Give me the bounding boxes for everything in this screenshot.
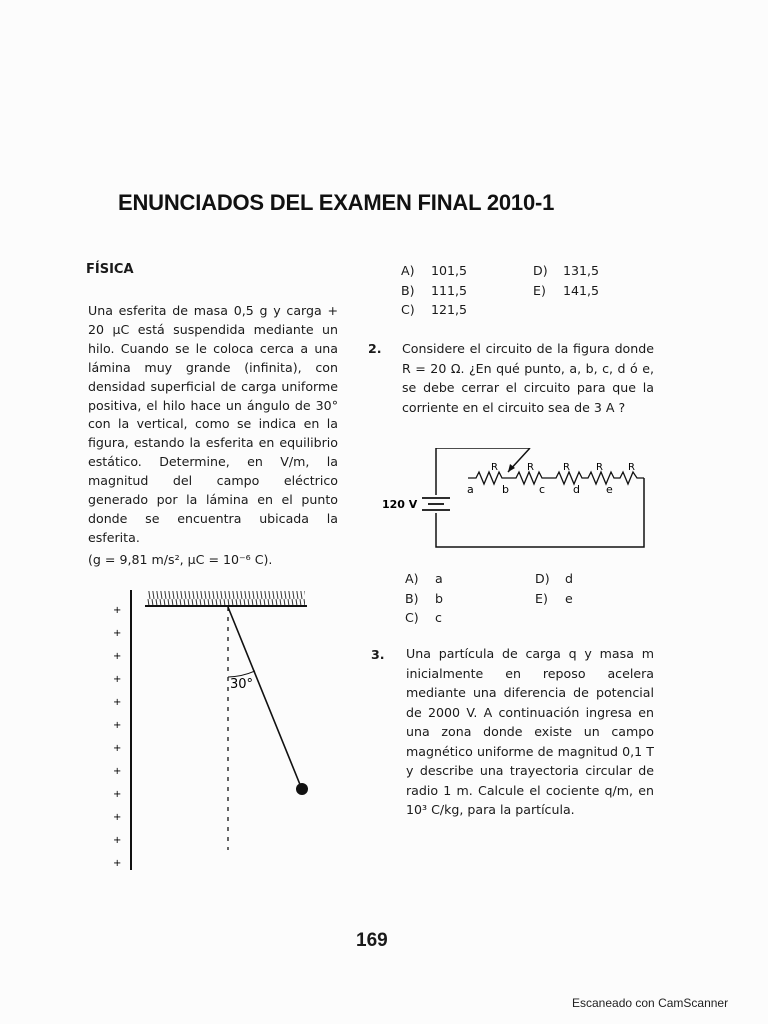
question-1-options-left (401, 261, 481, 320)
option-item: A) 101,5 (401, 263, 468, 278)
plus-sign: + (113, 835, 122, 846)
resistor-label: R (628, 462, 635, 473)
node-label: a (467, 483, 474, 496)
question-3-number: 3. (371, 647, 385, 662)
question-3-text: Una partícula de carga q y masa m inicialmente en reposo acelera mediante una diferencia de potencial de 2000 V. A continuación ingresa en una zona donde existe un campo magnético uniforme de magnitud 0,1 T y describe una trayectoria circular de radio 1 m. Calcule el cociente q/m, en 10³ C/kg, para la partícula. (406, 646, 654, 817)
node-label: c (539, 483, 546, 496)
battery-label: 120 V (382, 498, 418, 511)
angle-label: 30° (230, 677, 254, 692)
option-item: B) 111,5 (401, 282, 468, 298)
plate-signs (113, 605, 121, 869)
plus-sign: + (113, 743, 122, 754)
plus-sign: + (113, 628, 122, 639)
question-1-constants: (g = 9,81 m/s², μC = 10⁻⁶ C). (88, 552, 273, 567)
circuit-diagram (380, 448, 650, 553)
plus-sign: + (113, 812, 122, 823)
option-item: E) 141,5 (533, 282, 600, 298)
question-2-options-left (405, 569, 485, 628)
resistor-label: R (596, 462, 603, 473)
node-label: e (606, 483, 613, 496)
option-item: D) 131,5 (533, 263, 600, 278)
question-2-number: 2. (368, 341, 382, 356)
option-item: C) 121,5 (401, 302, 468, 317)
pendulum-figure (95, 585, 325, 885)
question-1-options-right (533, 261, 613, 300)
option-item: E) e (535, 590, 573, 606)
node-label: b (502, 483, 509, 496)
node-label: d (573, 483, 580, 496)
section-heading: FÍSICA (86, 262, 134, 277)
plus-sign: + (113, 674, 122, 685)
plus-sign: + (113, 766, 122, 777)
option-item: D) d (535, 571, 573, 586)
question-2-text: Considere el circuito de la figura donde R = 20 Ω. ¿En qué punto, a, b, c, d ó e, se debe cerrar el circuito para que la corriente en el circuito sea de 3 A ? (402, 341, 654, 415)
page-title: ENUNCIADOS DEL EXAMEN FINAL 2010-1 (118, 190, 555, 215)
resistor-label: R (491, 462, 498, 473)
plus-sign: + (113, 605, 122, 616)
plus-sign: + (113, 858, 122, 869)
option-item: B) b (405, 590, 443, 606)
option-item: A) a (405, 571, 443, 586)
question-1-text: Una esferita de masa 0,5 g y carga + 20 μC está suspendida mediante un hilo. Cuando se le coloca cerca a una lámina muy grande (infinita), con densidad superficial de carga uniforme positiva, el hilo hace un ángulo de 30° con la vertical, como se indica en la figura, estando la esferita en equilibrio estático. Determine, en V/m, la magnitud del campo eléctrico generado por la lámina en el punto donde se encuentra ubicada la esferita. (88, 303, 338, 545)
resistor-chain (468, 472, 644, 484)
plus-sign: + (113, 697, 122, 708)
scanner-watermark: Escaneado con CamScanner (572, 996, 729, 1010)
plus-sign: + (113, 651, 122, 662)
option-item: C) c (405, 610, 442, 625)
resistor-label: R (563, 462, 570, 473)
charged-sphere (296, 783, 308, 795)
question-2-options-right (535, 569, 615, 608)
circuit-wire (436, 448, 644, 547)
ceiling-hatch (147, 591, 305, 605)
plus-sign: + (113, 720, 122, 731)
resistor-label: R (527, 462, 534, 473)
plus-sign: + (113, 789, 122, 800)
thread (228, 607, 301, 787)
page-number: 169 (356, 930, 388, 951)
